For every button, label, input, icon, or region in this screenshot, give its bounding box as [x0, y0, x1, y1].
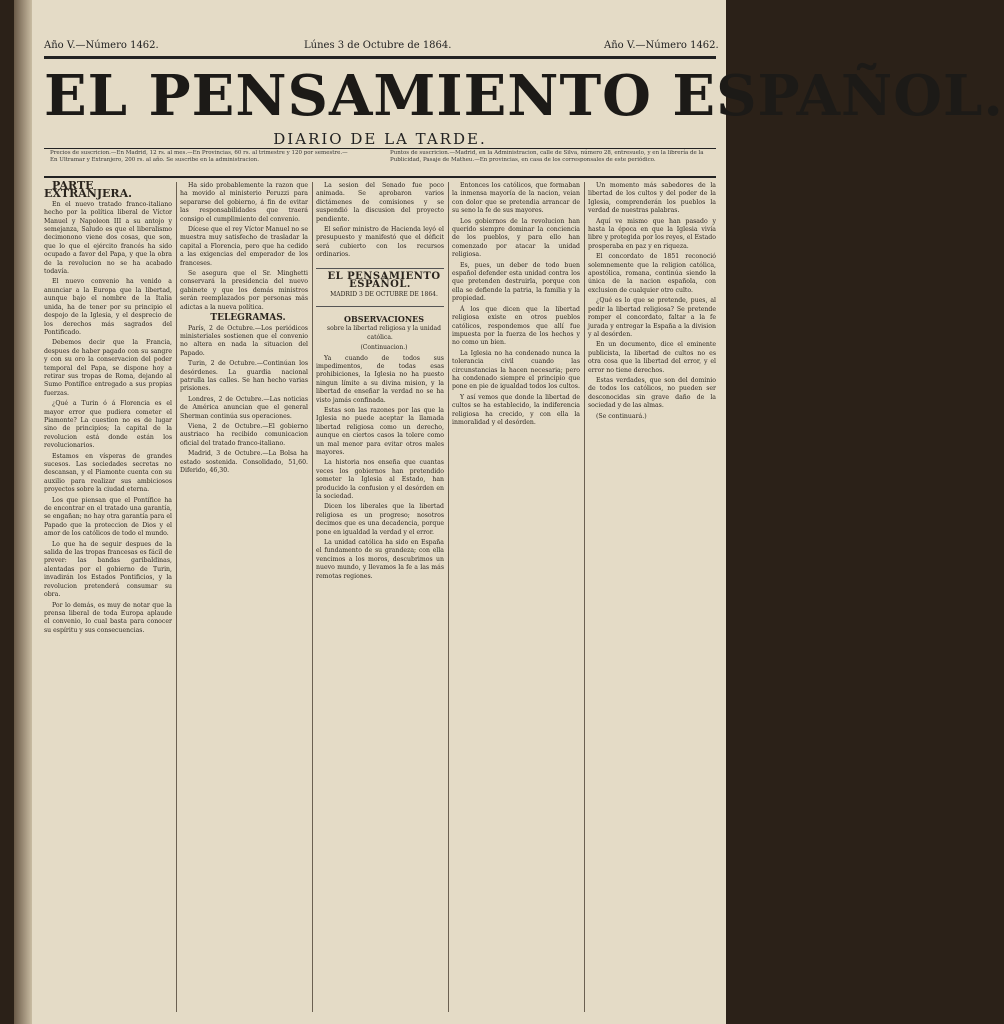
subscription-prices: Precios de suscricion.—En Madrid, 12 rs. al mes.—En Provincias, 60 rs. al trimestre y 120 por semestre.—En Ultramar y Extranjero, 200 rs. al año. Se suscribe en la administracion.: [50, 150, 348, 163]
paragraph: (Se continuará.): [596, 412, 647, 420]
paragraph: En el nuevo tratado franco-italiano hecho por la política liberal de Víctor Manuel y Napoleon III a su antojo y semejanza, Saludo es que el liberalismo decimonono viene dos cosas, que son, que lo que el ejército francés ha sido ocupado a favor del Papa, y que la obra de la revolucion no se ha acabado todavía.: [44, 200, 172, 276]
telegram: Londres, 2 de Octubre.—Las noticias de América anuncian que el general Sherman continúa sus operaciones.: [180, 395, 308, 420]
telegram: París, 2 de Octubre.—Los periódicos ministeriales sostienen que el convenio no altera en nada la situacion del Papado.: [180, 324, 308, 357]
paragraph: Aquí ve mismo que han pasado y hasta la época en que la Iglesia vivía libre y protegida por los reyes, el Estado prosperaba en paz y en riqueza.: [588, 217, 716, 250]
column-4: [452, 182, 580, 1012]
newspaper-page: [14, 0, 1004, 1024]
paragraph: Un momento más sabedores de la libertad de los cultos y del poder de la Iglesia, comprenderán los pueblos la verdad de nuestras palabras.: [588, 182, 716, 215]
paragraph: En un documento, dice el eminente publicista, la libertad de cultos no es otra cosa que la libertad del error, y el error no tiene derechos.: [588, 341, 716, 374]
paragraph: Á los que dicen que la libertad religiosa existe en otros pueblos católicos, respondemos que allí fue impuesta por la fuerza de los hechos y no como un bien.: [452, 305, 580, 347]
paragraph: Los que piensan que el Pontífice ha de encontrar en el tratado una garantía, se engañan; no hay otra garantía para el Papado que la proteccion de Dios y el amor de los católicos de todo el mundo.: [44, 496, 172, 538]
paragraph: Estas son las razones por las que la Iglesia no puede aceptar la llamada libertad religiosa como un derecho, aunque en ciertos casos la tolere como un mal menor para evitar otros males mayores.: [316, 406, 444, 456]
column-5: [588, 182, 716, 1012]
paragraph: Debemos decir que la Francia, despues de haber pagado con su sangre y con su oro la conservacion del poder temporal del Papa, se dispone hoy a retirar sus tropas de Roma, dejando al Sumo Pontífice entregado a sus propias fuerzas.: [44, 339, 172, 397]
paragraph: Se asegura que el Sr. Minghetti conservará la presidencia del nuevo gabinete y que los demás ministros serán reemplazados por personas más adictas a la nueva política.: [180, 270, 308, 311]
observations-subtitle: sobre la libertad religiosa y la unidad católica.: [327, 325, 441, 341]
telegram: Viena, 2 de Octubre.—El gobierno austriaco ha recibido comunicacion oficial del tratado franco-italiano.: [180, 422, 308, 447]
column-separator: [584, 182, 585, 1012]
editorial-header: [316, 268, 444, 307]
subscription-points: Puntos de suscricion.—Madrid, en la Administracion, calle de Silva, número 28, entresuelo, y en la librería de la Publicidad, Pasaje de Matheu.—En provincias, en casa de los corresponsales de este periódico.: [390, 150, 704, 163]
telegram: Madrid, 3 de Octubre.—La Bolsa ha estado sostenida. Consolidado, 51,60. Diferido, 46,30.: [180, 450, 308, 474]
paragraph: Dícese que el rey Víctor Manuel no se muestra muy satisfecho de trasladar la capital a Florencia, pero que ha cedido a las exigencias del emperador de los franceses.: [180, 226, 308, 267]
binding-gutter: [14, 0, 32, 1024]
paragraph: Ya cuando de todos sus impedimentos, de todas esas prohibiciones, la Iglesia no ha puesto ningun límite a su divina mision, y la libertad de enseñar la verdad no se ha visto jamás confinada.: [316, 354, 444, 404]
column-separator: [312, 182, 313, 1012]
paragraph: Lo que ha de seguir despues de la salida de las tropas francesas es fácil de prever: las bandas garibaldinas, alentadas por el gobierno de Turin, invadirán los Estados Pontificios, y la revolucion pretenderá consumar su obra.: [44, 540, 172, 599]
paragraph: La Iglesia no ha condenado nunca la tolerancia civil cuando las circunstancias la hacen necesaria; pero ha condenado siempre el principio que pone en pie de igualdad todos los cultos.: [452, 349, 580, 391]
column-separator: [448, 182, 449, 1012]
columns-rule: [44, 176, 716, 178]
observations-title: OBSERVACIONES: [343, 313, 425, 324]
paragraph: La unidad católica ha sido en España el fundamento de su grandeza; con ella vencimos a los moros, descubrimos un nuevo mundo, y llevamos la fe a las más remotas regiones.: [316, 539, 444, 580]
paragraph: Entonces los católicos, que formaban la inmensa mayoría de la nacion, veian con dolor que se pretendia arrancar de su seno la fe de sus mayores.: [452, 182, 580, 215]
telegrams-title: TELEGRAMAS.: [210, 313, 286, 324]
section-title: PARTE EXTRANJERA.: [44, 179, 132, 201]
paragraph: El nuevo convenio ha venido a anunciar a la Europa que la libertad, aunque bajo el nombre de la Italia unida, ha de tener por su principio el despojo de la Iglesia, y el desprecio de los derechos más sagrados del Pontificado.: [44, 278, 172, 336]
paragraph: Por lo demás, es muy de notar que la prensa liberal de toda Europa aplaude el convenio, lo cual basta para conocer su espíritu y sus consecuencias.: [44, 601, 172, 634]
header-date: Lúnes 3 de Octubre de 1864.: [304, 40, 452, 51]
paragraph: La historia nos enseña que cuantas veces los gobiernos han pretendido someter la Iglesia al Estado, han producido la confusion y el desórden en la sociedad.: [316, 459, 444, 500]
column-2: [180, 182, 308, 1012]
masthead-rule: [44, 148, 716, 149]
column-3: [316, 182, 444, 1012]
masthead-title: EL PENSAMIENTO ESPAÑOL.: [44, 63, 1004, 129]
paragraph: Estamos en vísperas de grandes sucesos. Las sociedades secretas no descansan, y el Piamonte cuenta con su auxilio para realizar sus ambiciosos proyectos sobre la ciudad eterna.: [44, 452, 172, 494]
paragraph: Ha sido probablemente la razon que ha movido al ministerio Peruzzi para separarse del gobierno, á fin de evitar las responsabilidades que traerá consigo el cumplimiento del convenio.: [180, 182, 308, 223]
column-separator: [176, 182, 177, 1012]
editorial-title: EL PENSAMIENTO ESPAÑOL.: [327, 270, 441, 291]
editorial-date: MADRID 3 DE OCTUBRE DE 1864.: [330, 291, 438, 299]
paragraph: Y así vemos que donde la libertad de cultos se ha establecido, la indiferencia religiosa ha crecido, y con ella la inmoralidad y el desórden.: [452, 393, 580, 426]
paragraph: El señor ministro de Hacienda leyó el presupuesto y manifestó que el déficit será cubierto con los recursos ordinarios.: [316, 226, 444, 259]
paragraph: Es, pues, un deber de todo buen español defender esta unidad contra los que pretenden destruirla, porque con ella se defiende la patria, la familia y la propiedad.: [452, 261, 580, 303]
paragraph: La sesion del Senado fue poco animada. Se aprobaron varios dictámenes de comisiones y se suspendió la discusion del proyecto pendiente.: [316, 182, 444, 223]
paragraph: Dicen los liberales que la libertad religiosa es un progreso; nosotros decimos que es una decadencia, porque pone en igualdad la verdad y el error.: [316, 503, 444, 536]
paragraph: Los gobiernos de la revolucion han querido siempre dominar la conciencia de los pueblos, y para ello han comenzado por atacar la unidad religiosa.: [452, 217, 580, 259]
header-left: Año V.—Número 1462.: [44, 40, 159, 51]
column-1: [44, 179, 172, 1012]
header-right: Año V.—Número 1462.: [604, 40, 719, 51]
paragraph: ¿Qué a Turin ó á Florencia es el mayor error que pudiera cometer el Piamonte? La cuestion no es de lugar sino de principios; la capital de la revolucion está donde están los revolucionarios.: [44, 400, 172, 450]
paragraph: El concordato de 1851 reconoció solemnemente que la religion católica, apostólica, romana, continúa siendo la única de la nacion española, con exclusion de cualquier otro culto.: [588, 253, 716, 294]
masthead-subtitle: DIARIO DE LA TARDE.: [273, 130, 487, 148]
continuation-note: (Continuacion.): [360, 344, 408, 352]
top-rule: [44, 56, 716, 59]
paragraph: Estas verdades, que son del dominio de todos los católicos, no pueden ser desconocidas sin grave daño de la sociedad y de las almas.: [588, 376, 716, 410]
paragraph: ¿Qué es lo que se pretende, pues, al pedir la libertad religiosa? Se pretende romper el concordato, faltar a la fe jurada y entregar la España a la division y al desórden.: [588, 297, 716, 338]
telegram: Turin, 2 de Octubre.—Continúan los desórdenes. La guardia nacional patrulla las calles. Se han hecho varias prisiones.: [180, 360, 308, 393]
